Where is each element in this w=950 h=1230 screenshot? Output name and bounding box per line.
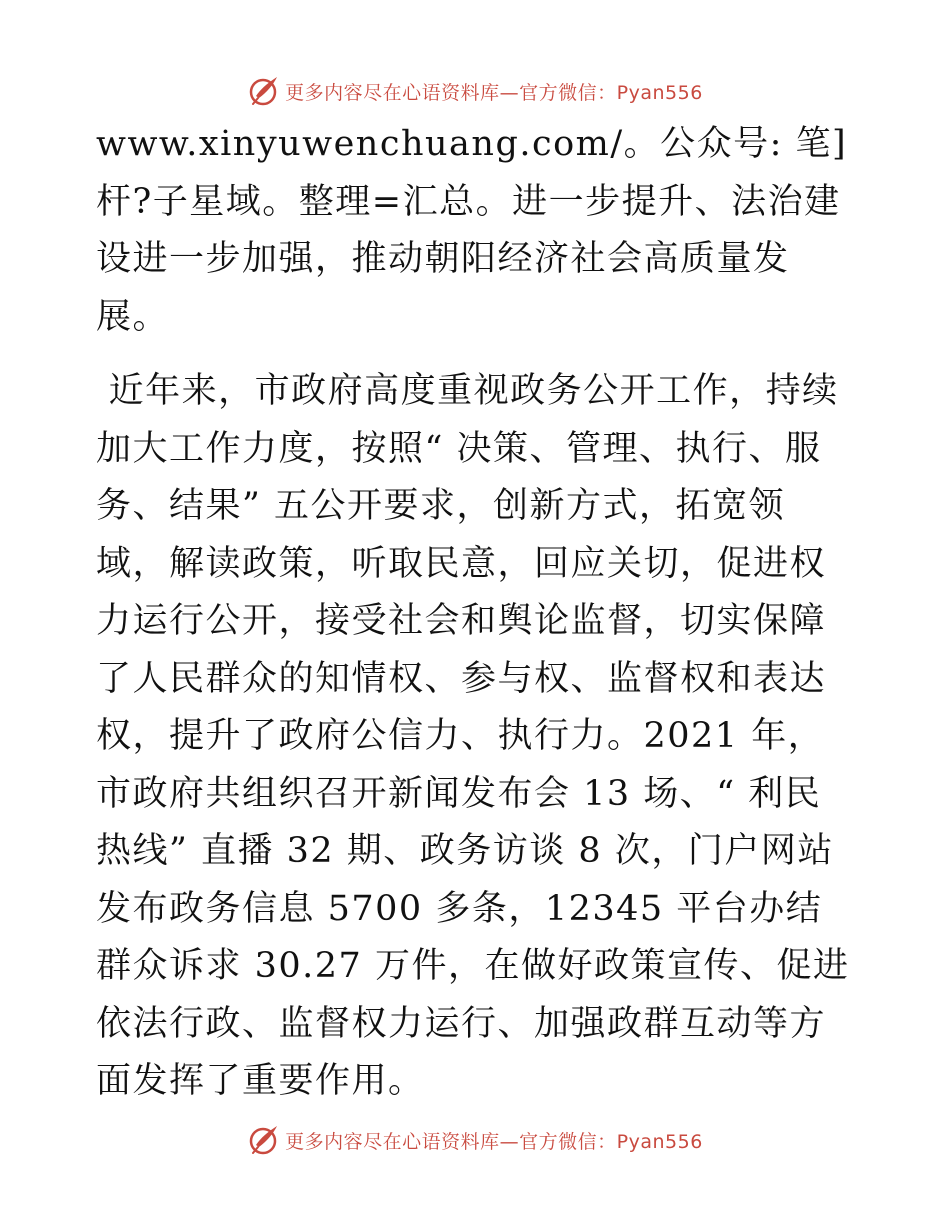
header-banner: [0, 71, 950, 111]
header-banner-text: 更多内容尽在心语资料库—官方微信：Pyan556: [285, 81, 703, 104]
footer-banner: [0, 1120, 950, 1160]
footer-banner-text: 更多内容尽在心语资料库—官方微信：Pyan556: [285, 1130, 703, 1153]
paragraph-1: www.xinyuwenchuang.com/。公众号: 笔]杆?子星域。整理=汇总。进一步提升、法治建设进一步加强，推动朝阳经济社会高质量发展。: [96, 124, 848, 337]
document-body: [96, 116, 856, 1111]
quill-logo-icon: [247, 1123, 281, 1157]
quill-logo-icon: [247, 74, 281, 108]
paragraph-2: 近年来，市政府高度重视政务公开工作，持续加大工作力度，按照“ 决策、管理、执行、服务、结果” 五公开要求，创新方式，拓宽领域，解读政策，听取民意，回应关切，促进权力运行公开，接受社会和舆论监督，切实保障了人民群众的知情权、参与权、监督权和表达权，提升了政府公信力、执行力。2021 年，市政府共组织召开新闻发布会 13 场、“ 利民热线” 直播 32 期、政务访谈 8 次，门户网站发布政务信息 5700 多条，12345 平台办结群众诉求 30.27 万件，在做好政策宣传、促进依法行政、监督权力运行、加强政群互动等方面发挥了重要作用。: [96, 371, 850, 1101]
